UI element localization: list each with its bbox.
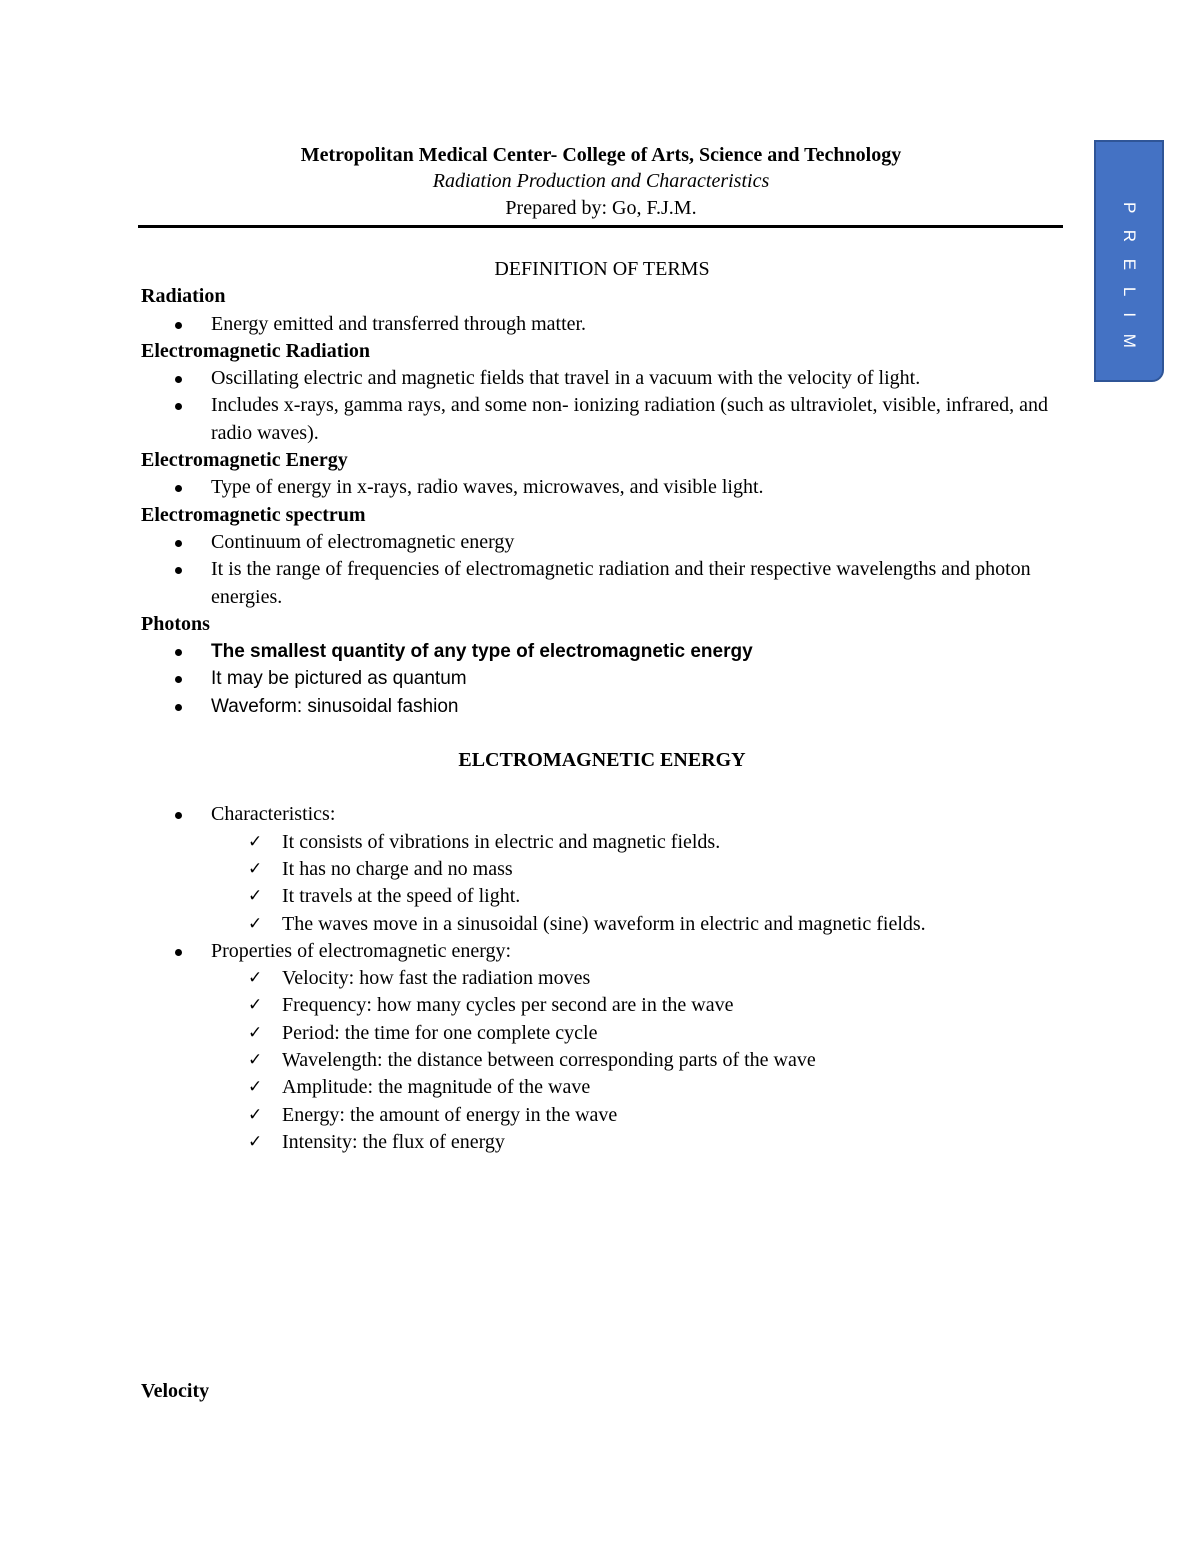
document-header bbox=[140, 142, 1062, 222]
check-text: Velocity: how fast the radiation moves bbox=[282, 967, 591, 990]
term-heading: Photons bbox=[141, 612, 210, 635]
bullet-icon bbox=[175, 322, 182, 329]
group-label: Characteristics: bbox=[211, 803, 336, 826]
term-bullet-list bbox=[141, 529, 1063, 611]
velocity-heading: Velocity bbox=[141, 1380, 210, 1402]
list-item bbox=[141, 829, 1063, 856]
list-item bbox=[141, 1074, 1063, 1101]
document-body bbox=[141, 256, 1063, 1156]
check-text: The waves move in a sinusoidal (sine) waveform in electric and magnetic fields. bbox=[282, 912, 926, 935]
bullet-icon bbox=[175, 540, 182, 547]
checkmark-icon: ✓ bbox=[248, 995, 263, 1016]
bullet-icon bbox=[175, 676, 182, 683]
checkmark-icon: ✓ bbox=[248, 1104, 263, 1125]
bullet-icon bbox=[175, 376, 182, 383]
term-bullet-list bbox=[141, 638, 1063, 720]
bullet-icon bbox=[175, 567, 182, 574]
term-heading: Electromagnetic Radiation bbox=[141, 339, 371, 362]
list-item bbox=[141, 965, 1063, 992]
list-item bbox=[141, 365, 1063, 392]
checkmark-icon: ✓ bbox=[248, 1050, 263, 1071]
bullet-text: It is the range of frequencies of electromagnetic radiation and their respective wavelengths and photon energies. bbox=[211, 558, 1031, 608]
check-text: Period: the time for one complete cycle bbox=[282, 1021, 598, 1044]
check-text: It travels at the speed of light. bbox=[282, 885, 521, 908]
header-divider bbox=[138, 225, 1063, 228]
check-text: It has no charge and no mass bbox=[282, 857, 513, 880]
checkmark-icon: ✓ bbox=[248, 968, 263, 989]
term-heading: Radiation bbox=[141, 285, 226, 308]
course-title: Radiation Production and Characteristics bbox=[432, 170, 770, 192]
institution-name: Metropolitan Medical Center- College of Arts, Science and Technology bbox=[300, 144, 902, 166]
bullet-text: Oscillating electric and magnetic fields that travel in a vacuum with the velocity of light. bbox=[211, 367, 921, 390]
list-item bbox=[141, 883, 1063, 910]
list-item bbox=[141, 693, 1063, 720]
list-item bbox=[141, 938, 1063, 965]
bullet-text: The smallest quantity of any type of electromagnetic energy bbox=[211, 641, 753, 663]
list-item bbox=[141, 1129, 1063, 1156]
em-energy-list bbox=[141, 801, 1063, 828]
em-energy-list bbox=[141, 938, 1063, 965]
bullet-text: It may be pictured as quantum bbox=[211, 668, 467, 690]
checkmark-icon: ✓ bbox=[248, 913, 263, 934]
term-heading: Electromagnetic Energy bbox=[141, 449, 348, 472]
bullet-text: Energy emitted and transferred through matter. bbox=[211, 312, 587, 335]
term-bullet-list bbox=[141, 365, 1063, 447]
check-text: Intensity: the flux of energy bbox=[282, 1130, 505, 1153]
prelim-side-tab bbox=[1094, 140, 1164, 382]
bullet-icon bbox=[175, 812, 182, 819]
bullet-icon bbox=[175, 949, 182, 956]
checkmark-icon: ✓ bbox=[248, 1131, 263, 1152]
bullet-text: Type of energy in x-rays, radio waves, microwaves, and visible light. bbox=[211, 476, 764, 499]
list-item bbox=[141, 1102, 1063, 1129]
characteristics-list bbox=[141, 829, 1063, 938]
term-bullet-list bbox=[141, 474, 1063, 501]
list-item bbox=[141, 474, 1063, 501]
bullet-icon bbox=[175, 403, 182, 410]
bullet-icon bbox=[175, 704, 182, 711]
check-text: Amplitude: the magnitude of the wave bbox=[282, 1076, 591, 1099]
em-energy-title: ELCTROMAGNETIC ENERGY bbox=[458, 749, 746, 772]
list-item bbox=[141, 311, 1063, 338]
bullet-text: Waveform: sinusoidal fashion bbox=[211, 695, 459, 717]
list-item bbox=[141, 392, 1063, 447]
list-item bbox=[141, 1047, 1063, 1074]
bullet-text: Continuum of electromagnetic energy bbox=[211, 530, 515, 553]
bullet-icon bbox=[175, 485, 182, 492]
list-item bbox=[141, 856, 1063, 883]
list-item bbox=[141, 801, 1063, 828]
check-text: It consists of vibrations in electric and magnetic fields. bbox=[282, 830, 721, 853]
properties-list bbox=[141, 965, 1063, 1156]
group-label: Properties of electromagnetic energy: bbox=[211, 939, 512, 962]
term-heading: Electromagnetic spectrum bbox=[141, 503, 366, 526]
list-item bbox=[141, 665, 1063, 692]
bullet-icon bbox=[175, 649, 182, 656]
bullet-text: Includes x-rays, gamma rays, and some non- ionizing radiation (such as ultraviolet, visible, infrared, and radio waves). bbox=[211, 394, 1048, 444]
prelim-tab-label: P R E L I M bbox=[1120, 202, 1139, 354]
prepared-by: Prepared by: Go, F.J.M. bbox=[505, 197, 697, 219]
check-text: Frequency: how many cycles per second are in the wave bbox=[282, 994, 734, 1017]
check-text: Energy: the amount of energy in the wave bbox=[282, 1103, 618, 1126]
term-bullet-list bbox=[141, 311, 1063, 338]
checkmark-icon: ✓ bbox=[248, 1022, 263, 1043]
checkmark-icon: ✓ bbox=[248, 831, 263, 852]
list-item bbox=[141, 556, 1063, 611]
checkmark-icon: ✓ bbox=[248, 886, 263, 907]
check-text: Wavelength: the distance between corresponding parts of the wave bbox=[282, 1049, 816, 1072]
list-item bbox=[141, 638, 1063, 665]
checkmark-icon: ✓ bbox=[248, 1077, 263, 1098]
list-item bbox=[141, 1020, 1063, 1047]
checkmark-icon: ✓ bbox=[248, 858, 263, 879]
list-item bbox=[141, 529, 1063, 556]
definitions-title: DEFINITION OF TERMS bbox=[494, 258, 710, 280]
list-item bbox=[141, 911, 1063, 938]
list-item bbox=[141, 992, 1063, 1019]
